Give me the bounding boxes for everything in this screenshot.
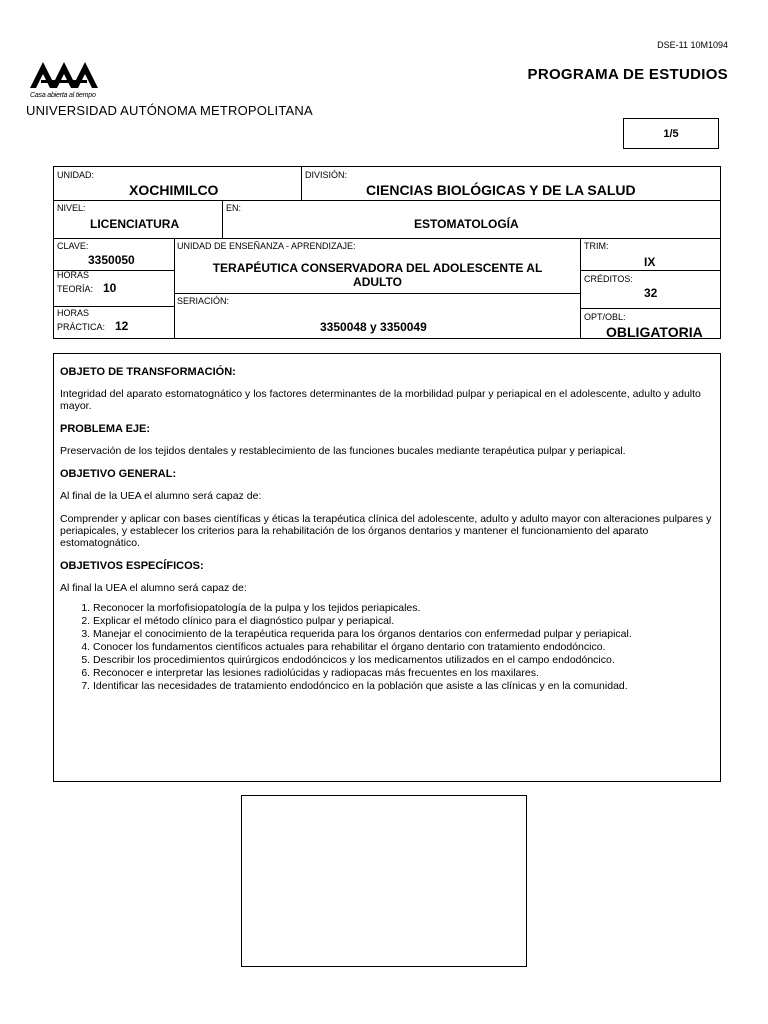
problema-eje-title: PROBLEMA EJE: (60, 423, 151, 435)
seriacion-value: 3350048 y 3350049 (320, 320, 427, 334)
uea-name: TERAPÉUTICA CONSERVADORA DEL ADOLESCENTE AL ADULTO (212, 261, 543, 289)
objetivos-especificos-title: OBJETIVOS ESPECÍFICOS: (60, 560, 204, 572)
seriacion-label: SERIACIÓN: (177, 296, 230, 306)
page-number: 1/5 (623, 118, 719, 149)
creditos-label: CRÉDITOS: (584, 274, 633, 284)
list-item: 3. Manejar el conocimiento de la terapéutica requerida para los órganos dentarios con enfermedad pulpar y periapical. (93, 628, 715, 641)
program-title: PROGRAMA DE ESTUDIOS (527, 66, 728, 83)
nivel-label: NIVEL: (57, 203, 86, 213)
objetivo-general-text: Comprender y aplicar con bases científicas y éticas la terapéutica clínica del adolescente, adulto y adulto mayor con alteraciones pulpares y periapicales, y establecer los criterios para la rehabilitación de los órganos dentarios y mantener el funcionamiento del aparato estomatognático. (60, 513, 712, 549)
practica-value: 12 (115, 319, 129, 333)
teoria-value: 10 (103, 281, 117, 295)
opt-label: OPT/OBL: (584, 312, 626, 322)
list-item: 2. Explicar el método clínico para el diagnóstico pulpar y periapical. (93, 615, 715, 628)
trim-value: IX (644, 255, 656, 269)
trim-label: TRIM: (584, 241, 609, 251)
division-value: CIENCIAS BIOLÓGICAS Y DE LA SALUD (366, 182, 636, 198)
course-header-table (53, 166, 721, 339)
en-label: EN: (226, 203, 242, 213)
horas-teoria-label: HORAS (57, 270, 90, 280)
obj-transformacion-text: Integridad del aparato estomatognático y los factores determinantes de la morbilidad pulpar y periapical en el adolescente, adulto y adulto mayor. (60, 388, 701, 412)
document-code: DSE-11 10M1094 (657, 40, 728, 50)
list-item: 6. Reconocer e interpretar las lesiones radiolúcidas y radiopacas más frecuentes en los maxilares. (93, 667, 715, 680)
university-name: UNIVERSIDAD AUTÓNOMA METROPOLITANA (26, 103, 313, 118)
practica-label: PRÁCTICA: (57, 322, 106, 332)
uam-logo-icon (30, 60, 102, 88)
program-content (53, 353, 721, 782)
problema-eje-text: Preservación de los tejidos dentales y restablecimiento de las funciones bucales mediante terapéutica pulpar y periapical. (60, 445, 626, 457)
creditos-value: 32 (644, 286, 658, 300)
unidad-label: UNIDAD: (57, 170, 95, 180)
en-value: ESTOMATOLOGÍA (414, 217, 519, 231)
opt-value: OBLIGATORIA (606, 324, 703, 340)
signature-box (241, 795, 527, 967)
unidad-value: XOCHIMILCO (129, 182, 219, 198)
clave-label: CLAVE: (57, 241, 89, 251)
teoria-label: TEORÍA: (57, 284, 94, 294)
objetivo-general-intro: Al final de la UEA el alumno será capaz de: (60, 490, 262, 502)
objetivos-especificos-list (60, 602, 715, 693)
obj-transformacion-title: OBJETO DE TRANSFORMACIÓN: (60, 366, 236, 378)
division-label: DIVISIÓN: (305, 170, 348, 180)
objetivo-general-title: OBJETIVO GENERAL: (60, 468, 177, 480)
list-item: 1. Reconocer la morfofisiopatología de la pulpa y los tejidos periapicales. (93, 602, 715, 615)
horas-practica-label: HORAS (57, 308, 90, 318)
logo-motto: Casa abierta al tiempo (30, 92, 96, 99)
clave-value: 3350050 (88, 253, 135, 267)
list-item: 5. Describir los procedimientos quirúrgicos endodóncicos y los medicamentos utilizados en el campo endodóncico. (93, 654, 715, 667)
list-item: 7. Identificar las necesidades de tratamiento endodóncico en la población que asiste a las clínicas y en la comunidad. (93, 680, 715, 693)
objetivos-especificos-intro: Al final la UEA el alumno será capaz de: (60, 582, 247, 594)
nivel-value: LICENCIATURA (90, 217, 180, 231)
list-item: 4. Conocer los fundamentos científicos actuales para rehabilitar el órgano dentario con tratamiento endodóncico. (93, 641, 715, 654)
uea-label: UNIDAD DE ENSEÑANZA - APRENDIZAJE: (177, 241, 356, 251)
